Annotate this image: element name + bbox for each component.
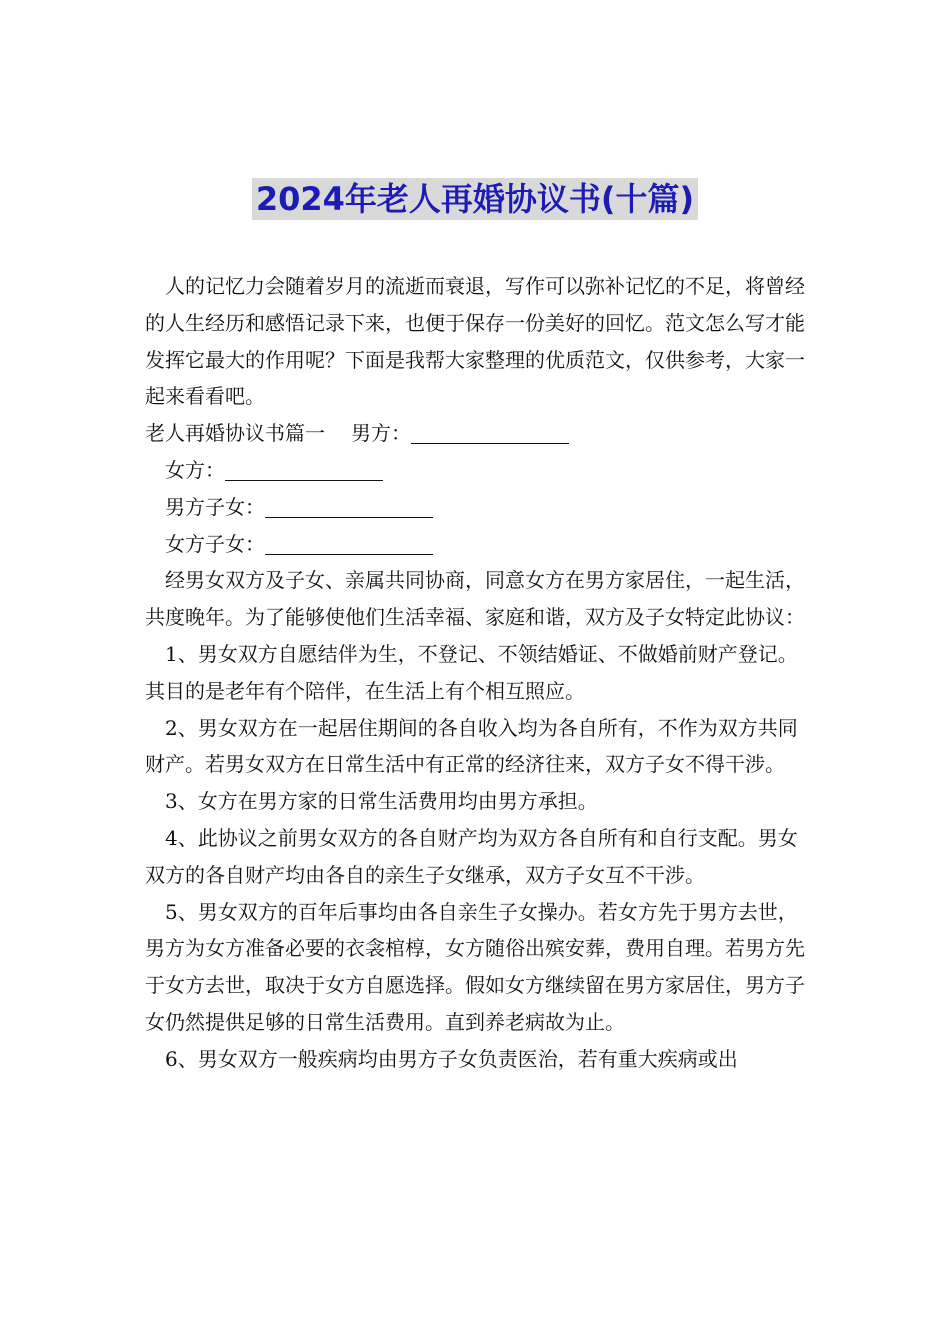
male-label: 男方： <box>351 421 411 446</box>
clause-4: 4、此协议之前男女双方的各自财产均为双方各自所有和自行支配。男女双方的各自财产均由各自的亲生子女继承，双方子女互不干涉。 <box>145 825 798 887</box>
preamble-paragraph: 经男女双方及子女、亲属共同协商，同意女方在男方家居住，一起生活，共度晚年。为了能够使他们生活幸福、家庭和谐，双方及子女特定此协议： <box>145 568 805 630</box>
male-children-label: 男方子女： <box>165 494 265 519</box>
clause-2: 2、男女双方在一起居住期间的各自收入均为各自所有，不作为双方共同财产。若男女双方在日常生活中有正常的经济往来，双方子女不得干涉。 <box>145 715 798 777</box>
female-children-blank-line <box>265 532 433 555</box>
intro-paragraph: 人的记忆力会随着岁月的流逝而衰退，写作可以弥补记忆的不足，将曾经的人生经历和感悟记录下来，也便于保存一份美好的回忆。范文怎么写才能发挥它最大的作用呢？下面是我帮大家整理的优质范文，仅供参考，大家一起来看看吧。 <box>145 274 805 409</box>
female-children-field <box>145 526 815 563</box>
document-body <box>145 268 815 1078</box>
female-blank-line <box>225 458 383 481</box>
section-heading-line <box>145 415 815 452</box>
male-blank-line <box>411 421 569 444</box>
title-container <box>0 178 950 220</box>
clause-1: 1、男女双方自愿结伴为生，不登记、不领结婚证、不做婚前财产登记。其目的是老年有个陪伴，在生活上有个相互照应。 <box>145 641 798 703</box>
female-children-label: 女方子女： <box>165 531 265 556</box>
section-heading: 老人再婚协议书篇一 <box>145 421 325 446</box>
clause-6: 6、男女双方一般疾病均由男方子女负责医治，若有重大疾病或出 <box>165 1046 738 1071</box>
clause-3: 3、女方在男方家的日常生活费用均由男方承担。 <box>165 789 598 814</box>
male-children-blank-line <box>265 495 433 518</box>
document-title: 2024年老人再婚协议书(十篇) <box>252 178 698 220</box>
clause-5: 5、男女双方的百年后事均由各自亲生子女操办。若女方先于男方去世，男方为女方准备必要的衣衾棺椁，女方随俗出殡安葬，费用自理。若男方先于女方去世，取决于女方自愿选择。假如女方继续留在男方家居住，男方子女仍然提供足够的日常生活费用。直到养老病故为止。 <box>145 899 805 1034</box>
female-label: 女方： <box>165 457 225 482</box>
female-field <box>145 452 815 489</box>
male-children-field <box>145 489 815 526</box>
